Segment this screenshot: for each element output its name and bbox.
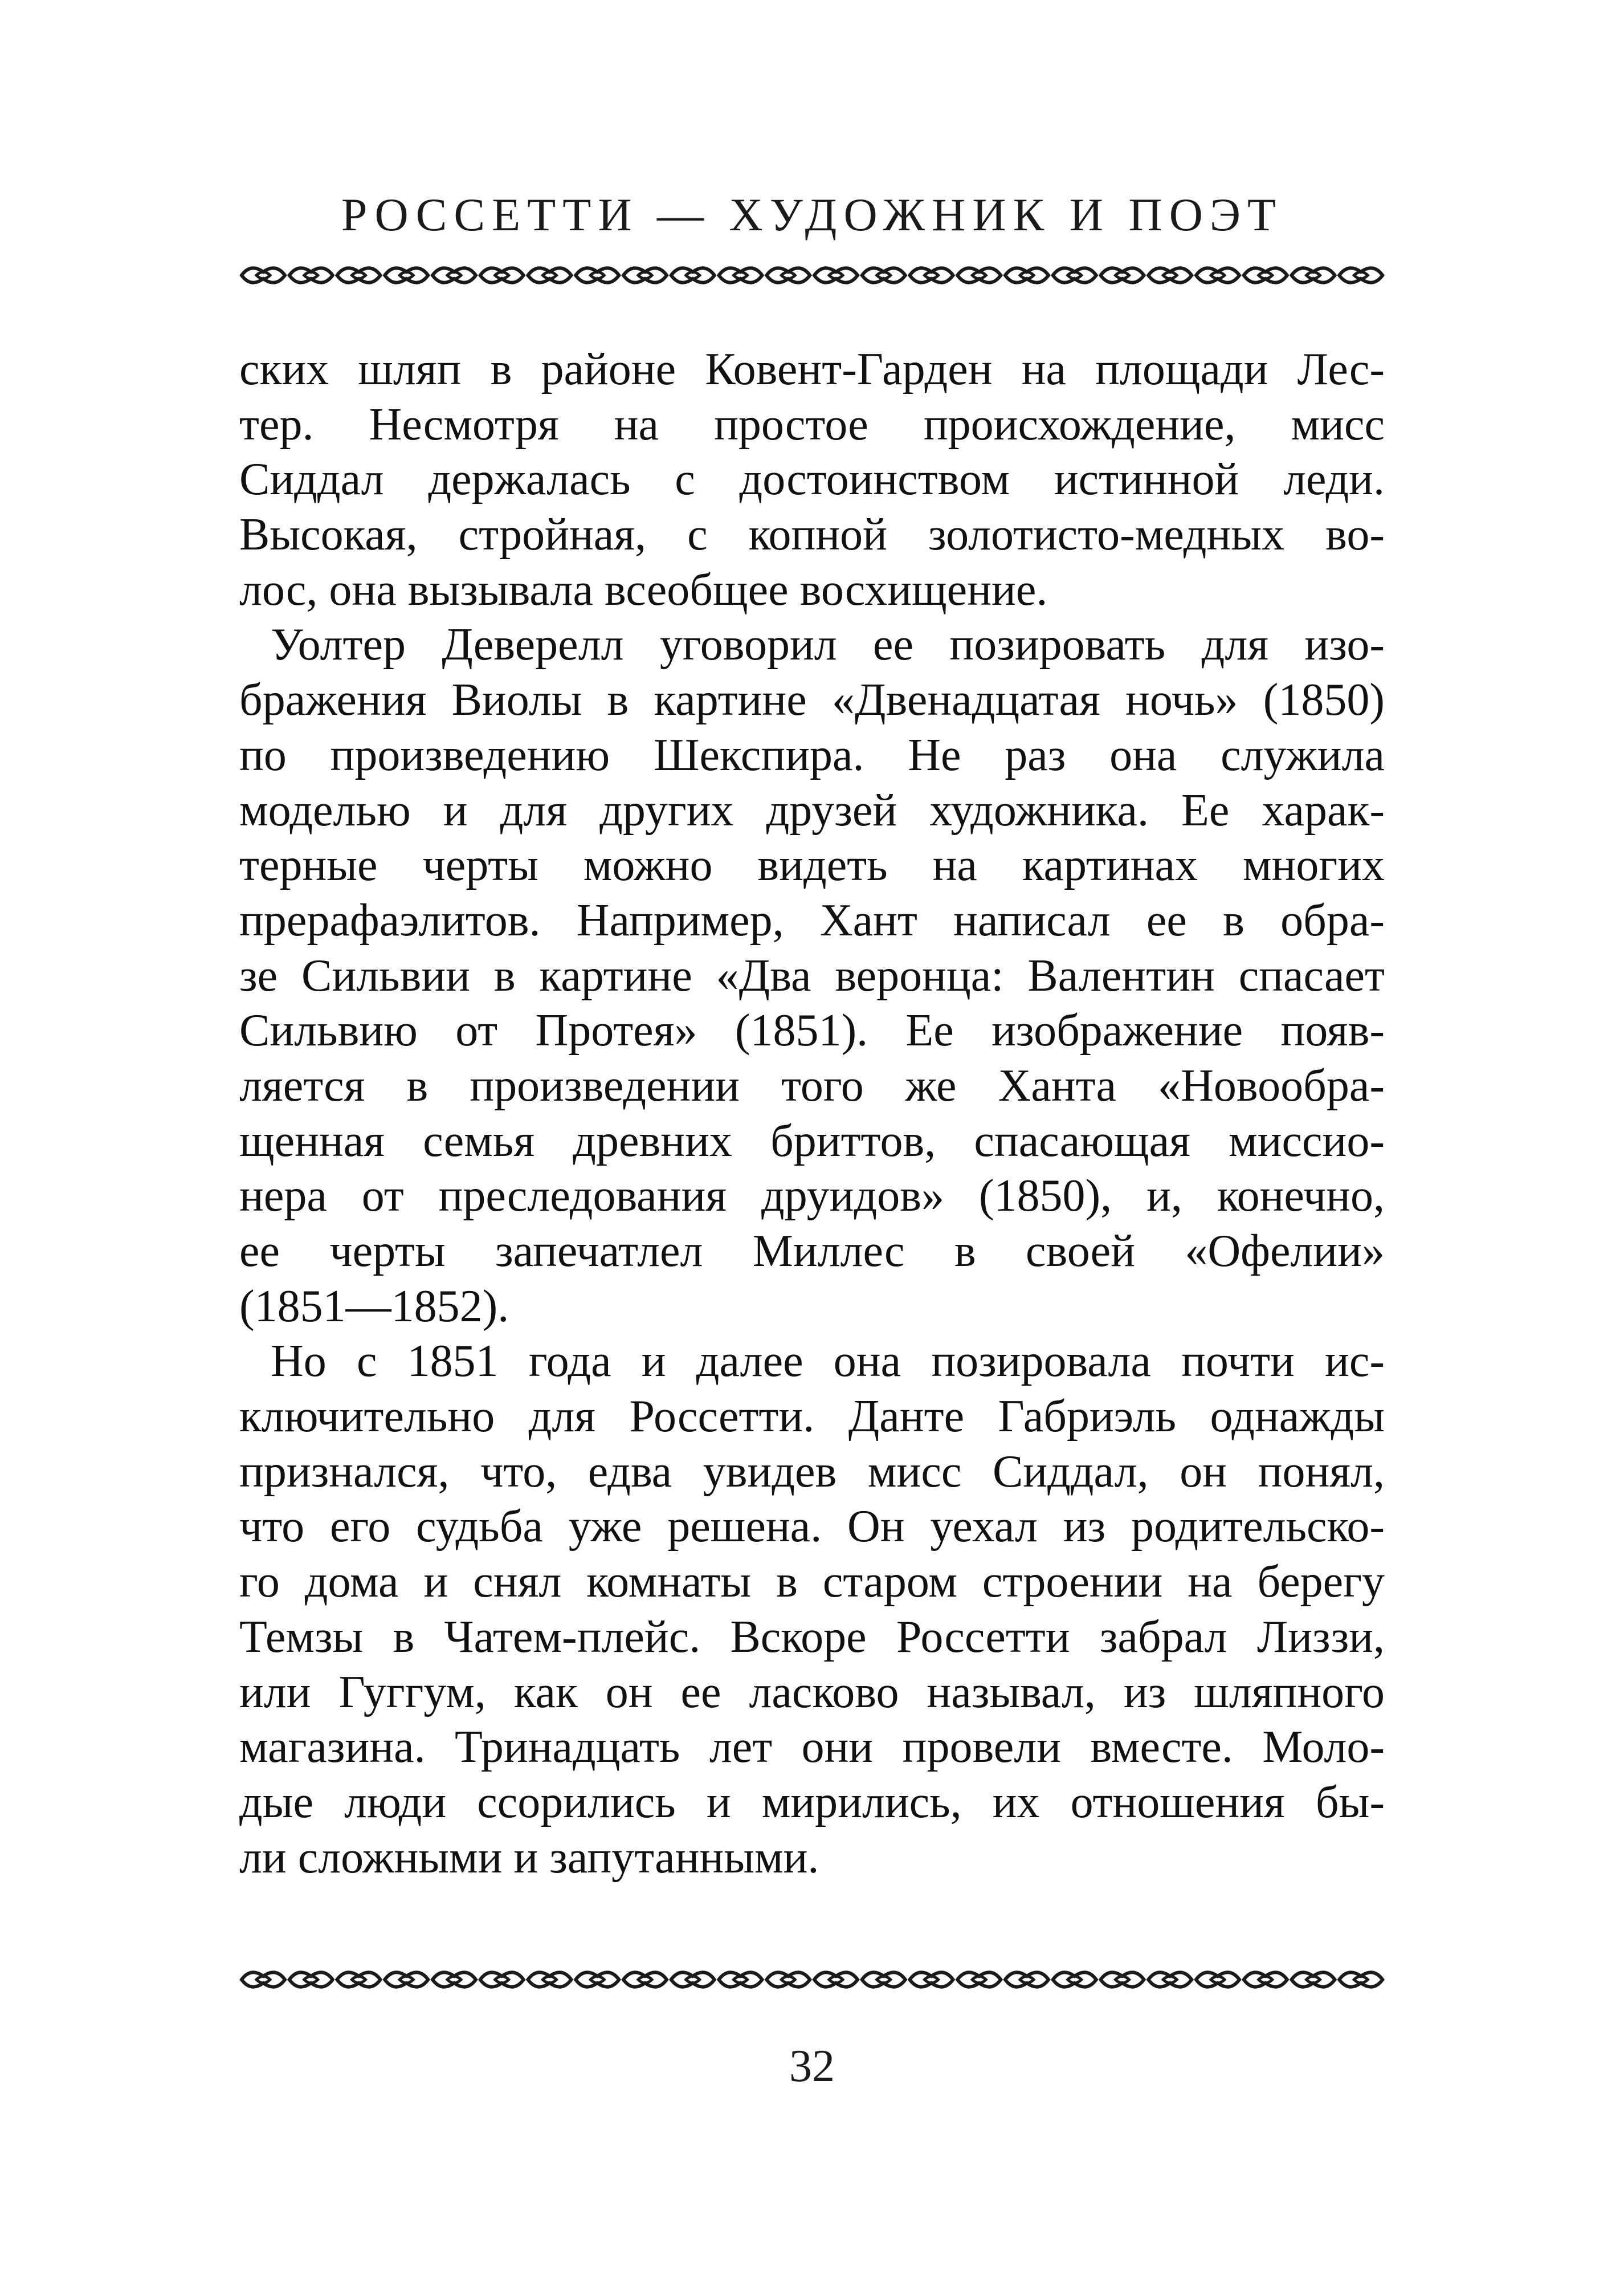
text-line: прерафаэлитов. Например, Хант написал ее в обра-	[239, 895, 1385, 946]
text-line: магазина. Тринадцать лет они провели вместе. Моло-	[239, 1722, 1385, 1773]
page-number: 32	[789, 2041, 835, 2091]
text-line: (1851—1852).	[239, 1281, 509, 1332]
text-line: или Гуггум, как он ее ласково называл, из шляпного	[239, 1667, 1385, 1717]
text-line: го дома и снял комнаты в старом строении на берегу	[239, 1557, 1385, 1607]
text-line: тер. Несмотря на простое происхождение, мисс	[239, 399, 1385, 450]
text-line: Но с 1851 года и далее она позировала почти ис-	[271, 1336, 1385, 1387]
text-line: лос, она вызывала всеобщее восхищение.	[239, 564, 1048, 615]
text-line: по произведению Шекспира. Не раз она служила	[239, 730, 1385, 780]
text-line: Уолтер Деверелл уговорил ее позировать для изо-	[271, 620, 1385, 670]
text-line: что его судьба уже решена. Он уехал из родительско-	[239, 1501, 1385, 1552]
text-line: Сильвию от Протея» (1851). Ее изображение появ-	[239, 1005, 1385, 1056]
ornament-border-top	[239, 259, 1385, 291]
text-line: бражения Виолы в картине «Двенадцатая ночь» (1850)	[239, 675, 1385, 726]
body-text	[239, 342, 1385, 1885]
ornament-border-bottom	[239, 1964, 1385, 1996]
text-line: ляется в произведении того же Ханта «Новообра-	[239, 1060, 1385, 1111]
text-line: ее черты запечатлел Миллес в своей «Офелии»	[239, 1226, 1385, 1276]
text-line: ли сложными и запутанными.	[239, 1832, 819, 1883]
text-line: Сиддал держалась с достоинством истинной леди.	[239, 454, 1385, 505]
text-line: ключительно для Россетти. Данте Габриэль однажды	[239, 1391, 1385, 1442]
paragraph-3	[239, 1334, 1385, 1885]
text-line: дые люди ссорились и мирились, их отношения бы-	[239, 1777, 1385, 1827]
text-line: Темзы в Чатем-плейс. Вскоре Россетти забрал Лиззи,	[239, 1611, 1385, 1662]
text-line: щенная семья древних бриттов, спасающая миссио-	[239, 1115, 1385, 1166]
text-line: признался, что, едва увидев мисс Сиддал, он понял,	[239, 1446, 1385, 1497]
text-line: Высокая, стройная, с копной золотисто-медных во-	[239, 510, 1385, 560]
text-line: нера от преследования друидов» (1850), и, конечно,	[239, 1171, 1385, 1222]
paragraph-2	[239, 617, 1385, 1334]
text-line: зе Сильвии в картине «Два веронца: Валентин спасает	[239, 950, 1385, 1001]
text-line: ских шляп в районе Ковент-Гарден на площади Лес-	[239, 344, 1385, 394]
text-line: терные черты можно видеть на картинах многих	[239, 840, 1385, 891]
paragraph-1	[239, 342, 1385, 617]
text-line: моделью и для других друзей художника. Ее харак-	[239, 785, 1385, 836]
running-head: РОССЕТТИ — ХУДОЖНИК И ПОЭТ	[341, 189, 1283, 241]
